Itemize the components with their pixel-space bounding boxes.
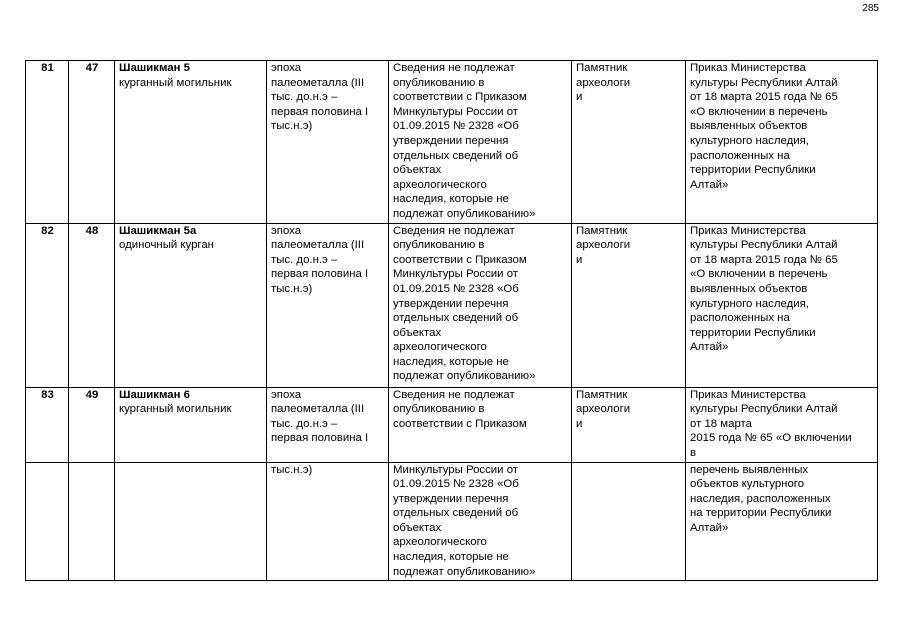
object-name-cell	[115, 462, 267, 581]
dating-cell: тыс.н.э)	[267, 462, 389, 581]
table-row	[26, 387, 878, 462]
object-name-cell	[115, 387, 267, 462]
table-row	[26, 462, 878, 581]
dating-cell: эпоха палеометалла (III тыс. до.н.э – первая половина I тыс.н.э)	[267, 61, 389, 224]
object-number: 47	[69, 61, 115, 224]
object-name-cell	[115, 223, 267, 387]
object-name: Шашикман 6	[119, 388, 190, 401]
table-row	[26, 61, 878, 224]
info-cell: Сведения не подлежат опубликованию в соответствии с Приказом Минкультуры России от 01.09.2015 № 2328 «Об утверждении перечня отдельных сведений об объектах археологического наследия, которые не подлежат опубликованию»	[389, 61, 572, 224]
table-row	[26, 223, 878, 387]
object-name: Шашикман 5	[119, 62, 190, 74]
page-number: 285	[862, 3, 879, 14]
document-cell: Приказ Министерства культуры Республики Алтай от 18 марта 2015 года № 65 «О включении в перечень выявленных объектов культурного наследия, расположенных на территории Республики Алтай»	[686, 61, 878, 224]
category-cell: Памятник археологи и	[572, 61, 686, 224]
heritage-registry-table	[25, 60, 878, 581]
row-index: 82	[26, 223, 69, 387]
row-index: 81	[26, 61, 69, 224]
info-cell: Минкультуры России от 01.09.2015 № 2328 «Об утверждении перечня отдельных сведений об объектах археологического наследия, которые не подлежат опубликованию»	[389, 462, 572, 581]
object-number: 48	[69, 223, 115, 387]
category-cell: Памятник археологи и	[572, 387, 686, 462]
info-cell: Сведения не подлежат опубликованию в соответствии с Приказом	[389, 387, 572, 462]
object-type: курганный могильник	[119, 403, 232, 416]
document-cell: Приказ Министерства культуры Республики Алтай от 18 марта 2015 года № 65 «О включении в перечень выявленных объектов культурного наследия, расположенных на территории Республики Алтай»	[686, 223, 878, 387]
object-number	[69, 462, 115, 581]
object-name-cell	[115, 61, 267, 224]
category-cell	[572, 462, 686, 581]
object-type: курганный могильник	[119, 76, 232, 89]
document-cell: Приказ Министерства культуры Республики Алтай от 18 марта 2015 года № 65 «О включении в	[686, 387, 878, 462]
row-index	[26, 462, 69, 581]
object-name: Шашикман 5а	[119, 224, 197, 237]
object-type: одиночный курган	[119, 239, 214, 252]
info-cell: Сведения не подлежат опубликованию в соответствии с Приказом Минкультуры России от 01.09.2015 № 2328 «Об утверждении перечня отдельных сведений об объектах археологического наследия, которые не подлежат опубликованию»	[389, 223, 572, 387]
dating-cell: эпоха палеометалла (III тыс. до.н.э – первая половина I тыс.н.э)	[267, 223, 389, 387]
category-cell: Памятник археологи и	[572, 223, 686, 387]
row-index: 83	[26, 387, 69, 462]
dating-cell: эпоха палеометалла (III тыс. до.н.э – первая половина I	[267, 387, 389, 462]
object-number: 49	[69, 387, 115, 462]
document-cell: перечень выявленных объектов культурного наследия, расположенных на территории Республики Алтай»	[686, 462, 878, 581]
